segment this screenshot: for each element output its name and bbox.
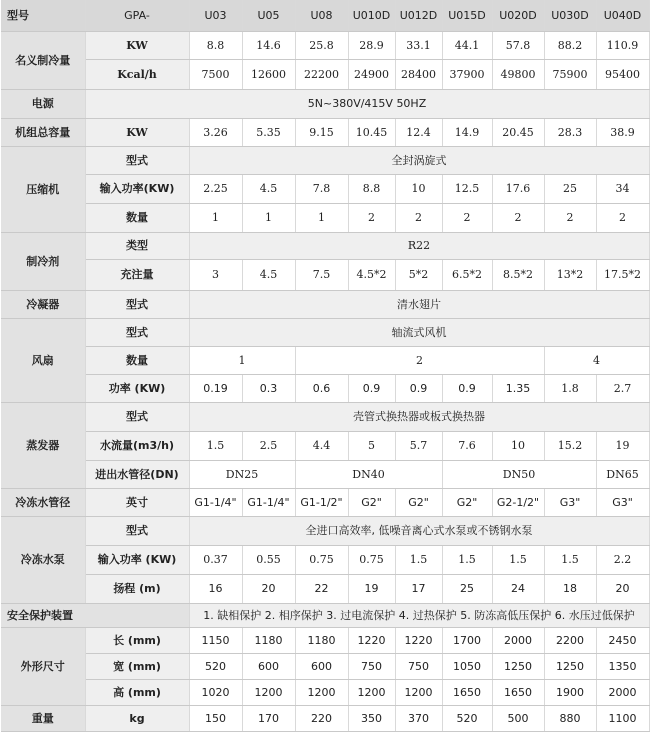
value-cell: 33.1 xyxy=(395,31,442,59)
input-power-label: 输入功率 (KW) xyxy=(85,545,189,574)
value-cell: 37900 xyxy=(442,59,492,89)
table-row xyxy=(1,290,649,318)
fan-type: 轴流式风机 xyxy=(189,318,649,346)
type-label: 型式 xyxy=(85,146,189,174)
value-cell: G2" xyxy=(348,488,395,516)
value-cell: 1220 xyxy=(348,627,395,653)
value-cell: 3 xyxy=(189,259,242,290)
table-row xyxy=(1,488,649,516)
value-cell: 1.5 xyxy=(442,545,492,574)
value-cell: G3" xyxy=(596,488,649,516)
input-power-label: 输入功率(KW) xyxy=(85,174,189,203)
value-cell: 2000 xyxy=(492,627,544,653)
value-cell: 5.35 xyxy=(242,118,295,146)
value-cell: DN50 xyxy=(442,460,596,488)
value-cell: 1180 xyxy=(242,627,295,653)
value-cell: 12600 xyxy=(242,59,295,89)
value-cell: 28.9 xyxy=(348,31,395,59)
table-row xyxy=(1,603,649,627)
value-cell: G2-1/2" xyxy=(492,488,544,516)
value-cell: 370 xyxy=(395,705,442,731)
value-cell: 7.5 xyxy=(295,259,348,290)
value-cell: 1.5 xyxy=(492,545,544,574)
value-cell: 1 xyxy=(295,203,348,232)
value-cell: 110.9 xyxy=(596,31,649,59)
value-cell: 18 xyxy=(544,574,596,603)
value-cell: 1200 xyxy=(295,679,348,705)
value-cell: 2 xyxy=(596,203,649,232)
value-cell: 34 xyxy=(596,174,649,203)
condenser-type: 清水翅片 xyxy=(189,290,649,318)
value-cell: 8.8 xyxy=(348,174,395,203)
refrigerant-label: 制冷剂 xyxy=(1,232,85,290)
table-row xyxy=(1,118,649,146)
value-cell: 2.5 xyxy=(242,431,295,460)
type-label: 型式 xyxy=(85,516,189,545)
total-capacity-label: 机组总容量 xyxy=(1,118,85,146)
value-cell: 150 xyxy=(189,705,242,731)
power-supply-label: 电源 xyxy=(1,89,85,118)
value-cell: DN65 xyxy=(596,460,649,488)
value-cell: 2.7 xyxy=(596,374,649,402)
type-label: 型式 xyxy=(85,402,189,431)
table-row xyxy=(1,431,649,460)
model-cell: U040D xyxy=(596,0,649,31)
value-cell: G3" xyxy=(544,488,596,516)
value-cell: 880 xyxy=(544,705,596,731)
table-row xyxy=(1,59,649,89)
value-cell: 19 xyxy=(348,574,395,603)
model-cell: U030D xyxy=(544,0,596,31)
pump-type: 全进口高效率, 低噪音离心式水泵或不锈钢水泵 xyxy=(189,516,649,545)
value-cell: 20 xyxy=(596,574,649,603)
quantity-label: 数量 xyxy=(85,346,189,374)
table-row xyxy=(1,653,649,679)
value-cell: 1350 xyxy=(596,653,649,679)
value-cell: 24900 xyxy=(348,59,395,89)
value-cell: 1180 xyxy=(295,627,348,653)
value-cell: 13*2 xyxy=(544,259,596,290)
value-cell: 2.25 xyxy=(189,174,242,203)
table-row xyxy=(1,402,649,431)
value-cell: G1-1/4" xyxy=(189,488,242,516)
value-cell: 95400 xyxy=(596,59,649,89)
value-cell: 75900 xyxy=(544,59,596,89)
value-cell: 17 xyxy=(395,574,442,603)
value-cell: 1200 xyxy=(395,679,442,705)
value-cell: 1220 xyxy=(395,627,442,653)
value-cell: 28400 xyxy=(395,59,442,89)
model-label: 型号 xyxy=(1,0,85,31)
value-cell: 3.26 xyxy=(189,118,242,146)
pipe-diameter-label: 进出水管径(DN) xyxy=(85,460,189,488)
value-cell: 6.5*2 xyxy=(442,259,492,290)
cooling-label: 名义制冷量 xyxy=(1,31,85,89)
value-cell: 4.5 xyxy=(242,259,295,290)
value-cell: 1200 xyxy=(242,679,295,705)
value-cell: 0.75 xyxy=(295,545,348,574)
value-cell: 22 xyxy=(295,574,348,603)
type-label: 型式 xyxy=(85,318,189,346)
table-row xyxy=(1,574,649,603)
value-cell: G1-1/4" xyxy=(242,488,295,516)
table-row xyxy=(1,705,649,731)
header-row xyxy=(1,0,649,31)
dimensions-label: 外形尺寸 xyxy=(1,627,85,705)
type-label: 类型 xyxy=(85,232,189,259)
evaporator-type: 壳管式换热器或板式换热器 xyxy=(189,402,649,431)
table-row xyxy=(1,374,649,402)
pump-head-label: 扬程 (m) xyxy=(85,574,189,603)
value-cell: 44.1 xyxy=(442,31,492,59)
value-cell: 4 xyxy=(544,346,649,374)
condenser-label: 冷凝器 xyxy=(1,290,85,318)
value-cell: 5*2 xyxy=(395,259,442,290)
value-cell: 28.3 xyxy=(544,118,596,146)
value-cell: 1 xyxy=(189,346,295,374)
chilled-pump-label: 冷冻水泵 xyxy=(1,516,85,603)
value-cell: G1-1/2" xyxy=(295,488,348,516)
value-cell: 20 xyxy=(242,574,295,603)
value-cell: 2 xyxy=(395,203,442,232)
value-cell: 2 xyxy=(295,346,544,374)
value-cell: 2 xyxy=(544,203,596,232)
safety-value: 1. 缺相保护 2. 相序保护 3. 过电流保护 4. 过热保护 5. 防冻高低压保护 6. 水压过低保护 xyxy=(189,603,649,627)
value-cell: G2" xyxy=(395,488,442,516)
model-cell: U08 xyxy=(295,0,348,31)
quantity-label: 数量 xyxy=(85,203,189,232)
value-cell: 1 xyxy=(189,203,242,232)
table-row xyxy=(1,679,649,705)
value-cell: 57.8 xyxy=(492,31,544,59)
value-cell: 14.6 xyxy=(242,31,295,59)
value-cell: 0.37 xyxy=(189,545,242,574)
value-cell: 22200 xyxy=(295,59,348,89)
unit-cell: Kcal/h xyxy=(85,59,189,89)
chilled-pipe-label: 冷冻水管径 xyxy=(1,488,85,516)
unit-cell: kg xyxy=(85,705,189,731)
value-cell: 750 xyxy=(348,653,395,679)
value-cell: 25.8 xyxy=(295,31,348,59)
value-cell: 1100 xyxy=(596,705,649,731)
value-cell: 0.55 xyxy=(242,545,295,574)
fan-label: 风扇 xyxy=(1,318,85,402)
table-row xyxy=(1,232,649,259)
value-cell: 1900 xyxy=(544,679,596,705)
table-row xyxy=(1,318,649,346)
value-cell: 1050 xyxy=(442,653,492,679)
power-supply-value: 5N~380V/415V 50HZ xyxy=(85,89,649,118)
value-cell: 5.7 xyxy=(395,431,442,460)
unit-cell: 高 (mm) xyxy=(85,679,189,705)
value-cell: 8.5*2 xyxy=(492,259,544,290)
value-cell: 0.9 xyxy=(348,374,395,402)
value-cell: 0.9 xyxy=(442,374,492,402)
value-cell: 1650 xyxy=(442,679,492,705)
table-row xyxy=(1,203,649,232)
spec-table xyxy=(1,0,650,732)
value-cell: 49800 xyxy=(492,59,544,89)
value-cell: 14.9 xyxy=(442,118,492,146)
value-cell: G2" xyxy=(442,488,492,516)
value-cell: 1.8 xyxy=(544,374,596,402)
value-cell: 1200 xyxy=(348,679,395,705)
value-cell: 1 xyxy=(242,203,295,232)
value-cell: 220 xyxy=(295,705,348,731)
unit-cell: KW xyxy=(85,118,189,146)
value-cell: 24 xyxy=(492,574,544,603)
table-row xyxy=(1,174,649,203)
value-cell: 20.45 xyxy=(492,118,544,146)
model-cell: U010D xyxy=(348,0,395,31)
value-cell: 9.15 xyxy=(295,118,348,146)
model-cell: U012D xyxy=(395,0,442,31)
value-cell: 350 xyxy=(348,705,395,731)
value-cell: 4.5*2 xyxy=(348,259,395,290)
weight-label: 重量 xyxy=(1,705,85,731)
table-row xyxy=(1,346,649,374)
value-cell: 520 xyxy=(189,653,242,679)
unit-cell: 英寸 xyxy=(85,488,189,516)
value-cell: 38.9 xyxy=(596,118,649,146)
table-row xyxy=(1,516,649,545)
value-cell: 2000 xyxy=(596,679,649,705)
value-cell: 1.35 xyxy=(492,374,544,402)
value-cell: 5 xyxy=(348,431,395,460)
table-row xyxy=(1,460,649,488)
value-cell: 17.5*2 xyxy=(596,259,649,290)
charge-label: 充注量 xyxy=(85,259,189,290)
value-cell: 7.8 xyxy=(295,174,348,203)
value-cell: 10.45 xyxy=(348,118,395,146)
value-cell: 8.8 xyxy=(189,31,242,59)
compressor-label: 压缩机 xyxy=(1,146,85,232)
model-prefix: GPA- xyxy=(85,0,189,31)
value-cell: 1.5 xyxy=(544,545,596,574)
unit-cell: KW xyxy=(85,31,189,59)
value-cell: 7500 xyxy=(189,59,242,89)
value-cell: 2.2 xyxy=(596,545,649,574)
value-cell: 0.19 xyxy=(189,374,242,402)
value-cell: 4.4 xyxy=(295,431,348,460)
value-cell: 25 xyxy=(442,574,492,603)
type-label: 型式 xyxy=(85,290,189,318)
evaporator-label: 蒸发器 xyxy=(1,402,85,488)
value-cell: DN40 xyxy=(295,460,442,488)
value-cell: 2 xyxy=(442,203,492,232)
value-cell: 10 xyxy=(492,431,544,460)
value-cell: 1650 xyxy=(492,679,544,705)
refrigerant-type: R22 xyxy=(189,232,649,259)
value-cell: 1700 xyxy=(442,627,492,653)
value-cell: 1.5 xyxy=(189,431,242,460)
model-cell: U020D xyxy=(492,0,544,31)
value-cell: 0.75 xyxy=(348,545,395,574)
table-row xyxy=(1,146,649,174)
table-row xyxy=(1,545,649,574)
value-cell: 2 xyxy=(492,203,544,232)
value-cell: 0.3 xyxy=(242,374,295,402)
value-cell: 1020 xyxy=(189,679,242,705)
value-cell: 15.2 xyxy=(544,431,596,460)
value-cell: 17.6 xyxy=(492,174,544,203)
value-cell: 7.6 xyxy=(442,431,492,460)
value-cell: 12.5 xyxy=(442,174,492,203)
value-cell: 1250 xyxy=(492,653,544,679)
value-cell: 19 xyxy=(596,431,649,460)
value-cell: 600 xyxy=(242,653,295,679)
value-cell: 0.6 xyxy=(295,374,348,402)
value-cell: 1.5 xyxy=(395,545,442,574)
value-cell: 10 xyxy=(395,174,442,203)
value-cell: 1250 xyxy=(544,653,596,679)
value-cell: 0.9 xyxy=(395,374,442,402)
table-row xyxy=(1,89,649,118)
safety-label: 安全保护装置 xyxy=(1,603,189,627)
unit-cell: 宽 (mm) xyxy=(85,653,189,679)
model-cell: U03 xyxy=(189,0,242,31)
value-cell: 4.5 xyxy=(242,174,295,203)
value-cell: DN25 xyxy=(189,460,295,488)
water-flow-label: 水流量(m3/h) xyxy=(85,431,189,460)
value-cell: 16 xyxy=(189,574,242,603)
value-cell: 2450 xyxy=(596,627,649,653)
unit-cell: 长 (mm) xyxy=(85,627,189,653)
value-cell: 2200 xyxy=(544,627,596,653)
model-cell: U05 xyxy=(242,0,295,31)
value-cell: 25 xyxy=(544,174,596,203)
table-row xyxy=(1,627,649,653)
value-cell: 600 xyxy=(295,653,348,679)
value-cell: 12.4 xyxy=(395,118,442,146)
value-cell: 88.2 xyxy=(544,31,596,59)
value-cell: 520 xyxy=(442,705,492,731)
table-row xyxy=(1,31,649,59)
value-cell: 750 xyxy=(395,653,442,679)
fan-power-label: 功率 (KW) xyxy=(85,374,189,402)
table-row xyxy=(1,259,649,290)
value-cell: 1150 xyxy=(189,627,242,653)
value-cell: 500 xyxy=(492,705,544,731)
value-cell: 2 xyxy=(348,203,395,232)
value-cell: 170 xyxy=(242,705,295,731)
model-cell: U015D xyxy=(442,0,492,31)
compressor-type: 全封涡旋式 xyxy=(189,146,649,174)
